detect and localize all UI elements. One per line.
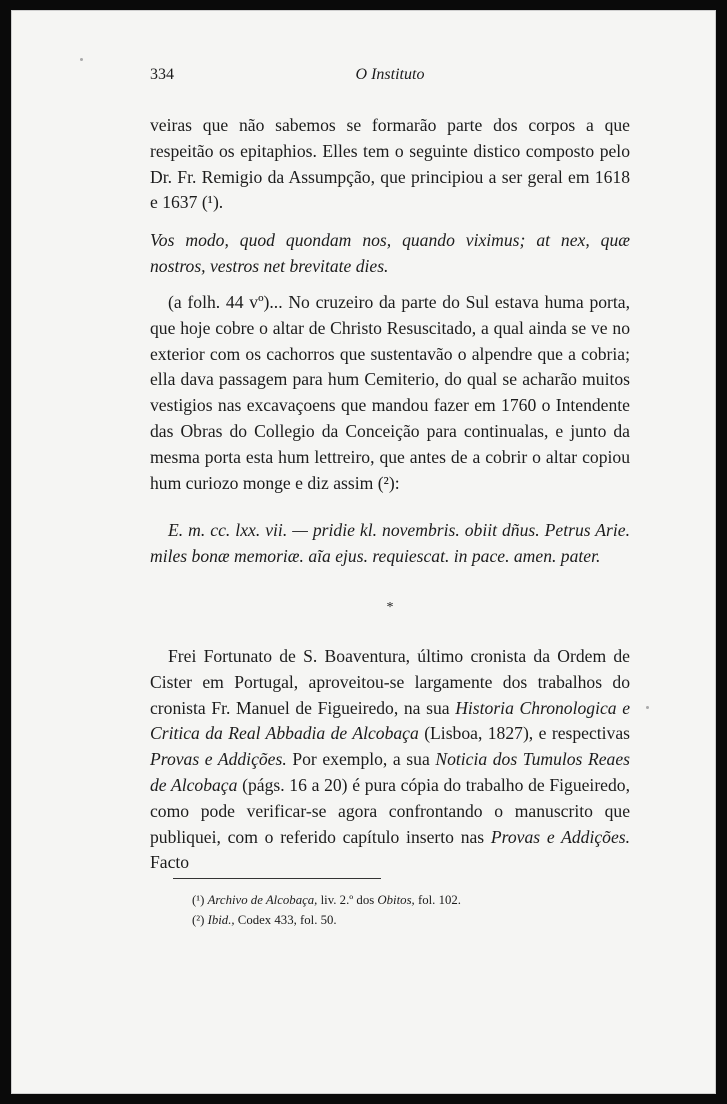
running-title: O Instituto — [355, 66, 425, 83]
paragraph-5-part-d: (págs. 16 a 20) é pura cópia do trabalho de Figueiredo, como pode verificar-se agora confrontando o manuscrito que publiquei, com o referido capítulo inserto nas — [150, 774, 630, 847]
paragraph-5-part-b: (Lisboa, 1827), e respectivas — [424, 723, 630, 744]
footnote-ref-1: (¹). — [201, 192, 224, 213]
book-title-provas-2: Provas e Addições. — [490, 826, 630, 847]
book-title-provas: Provas e Addições. — [150, 749, 287, 770]
paragraph-5-part-e: Facto — [150, 852, 190, 873]
footnote-2-mark: (²) — [192, 913, 205, 927]
latin-distich — [150, 228, 630, 280]
footnote-1-mark: (¹) — [192, 893, 205, 907]
inscription-text: E. m. cc. lxx. vii. — pridie kl. novembris. obiit dñus. Petrus Arie. miles bonæ memoriæ. aĩa ejus. requiescat. in pace. amen. pater. — [150, 520, 630, 566]
footnote-2 — [192, 910, 622, 930]
footnote-1-title2: Obitos, — [377, 893, 415, 907]
paper-speck — [80, 58, 83, 61]
paragraph-1 — [150, 113, 630, 216]
book-title-historia: Historia Chronologica e Critica da Real Abbadia de Alcobaça — [150, 697, 631, 744]
footnotes — [192, 890, 622, 930]
footnote-2-ref: Codex 433, fol. 50. — [237, 913, 337, 927]
footnote-1-title: Archivo de Alcobaça, — [207, 893, 318, 907]
footnote-1-ref: liv. 2.º dos — [320, 893, 375, 907]
footnote-2-title: Ibid., — [207, 913, 235, 927]
footnote-1-ref2: fol. 102. — [417, 893, 461, 907]
book-title-noticia: Noticia dos Tumulos Reaes de Alcobaça — [150, 749, 630, 795]
footnote-ref-2: (²): — [377, 472, 400, 493]
paragraph-1-text: veiras que não sabemos se formarão parte dos corpos a que respeitão os epitaphios. Elles tem o seguinte distico composto pelo Dr. Fr. Remigio da Assumpção, que principiou a ser geral em 1618 e 1637 — [150, 115, 630, 213]
paragraph-3 — [150, 290, 630, 496]
paragraph-5 — [150, 644, 630, 876]
paragraph-5-part-c: Por exemplo, a sua — [292, 749, 430, 770]
page-number: 334 — [150, 66, 174, 83]
latin-distich-text: Vos modo, quod quondam nos, quando viximus; at nex, quæ nostros, vestros net brevitate dies. — [150, 230, 630, 276]
inscription — [150, 518, 630, 570]
paper-speck — [646, 706, 649, 709]
paragraph-5-part-a: Frei Fortunato de S. Boaventura, último cronista da Ordem de Cister em Portugal, aproveitou-se largamente dos trabalhos do cronista Fr. Manuel de Figueiredo, na sua — [150, 646, 630, 718]
footnote-1 — [192, 890, 622, 910]
footnote-divider — [173, 878, 381, 879]
section-separator: * — [386, 600, 394, 615]
paragraph-3-text: (a folh. 44 vº)... No cruzeiro da parte do Sul estava huma porta, que hoje cobre o altar de Christo Resuscitado, a qual ainda se ve no exterior com os cachorros que sustentavão o alpendre que a cobria; ella dava passagem para hum Cemiterio, do qual se acharão muitos vestigios nas excavaçoens que mandou fazer em 1760 o Intendente das Obras do Collegio da Conceição para continualas, e junto da mesma porta esta hum lettreiro, que antes de a cobrir o altar copiou hum curiozo monge e diz assim — [150, 292, 630, 493]
